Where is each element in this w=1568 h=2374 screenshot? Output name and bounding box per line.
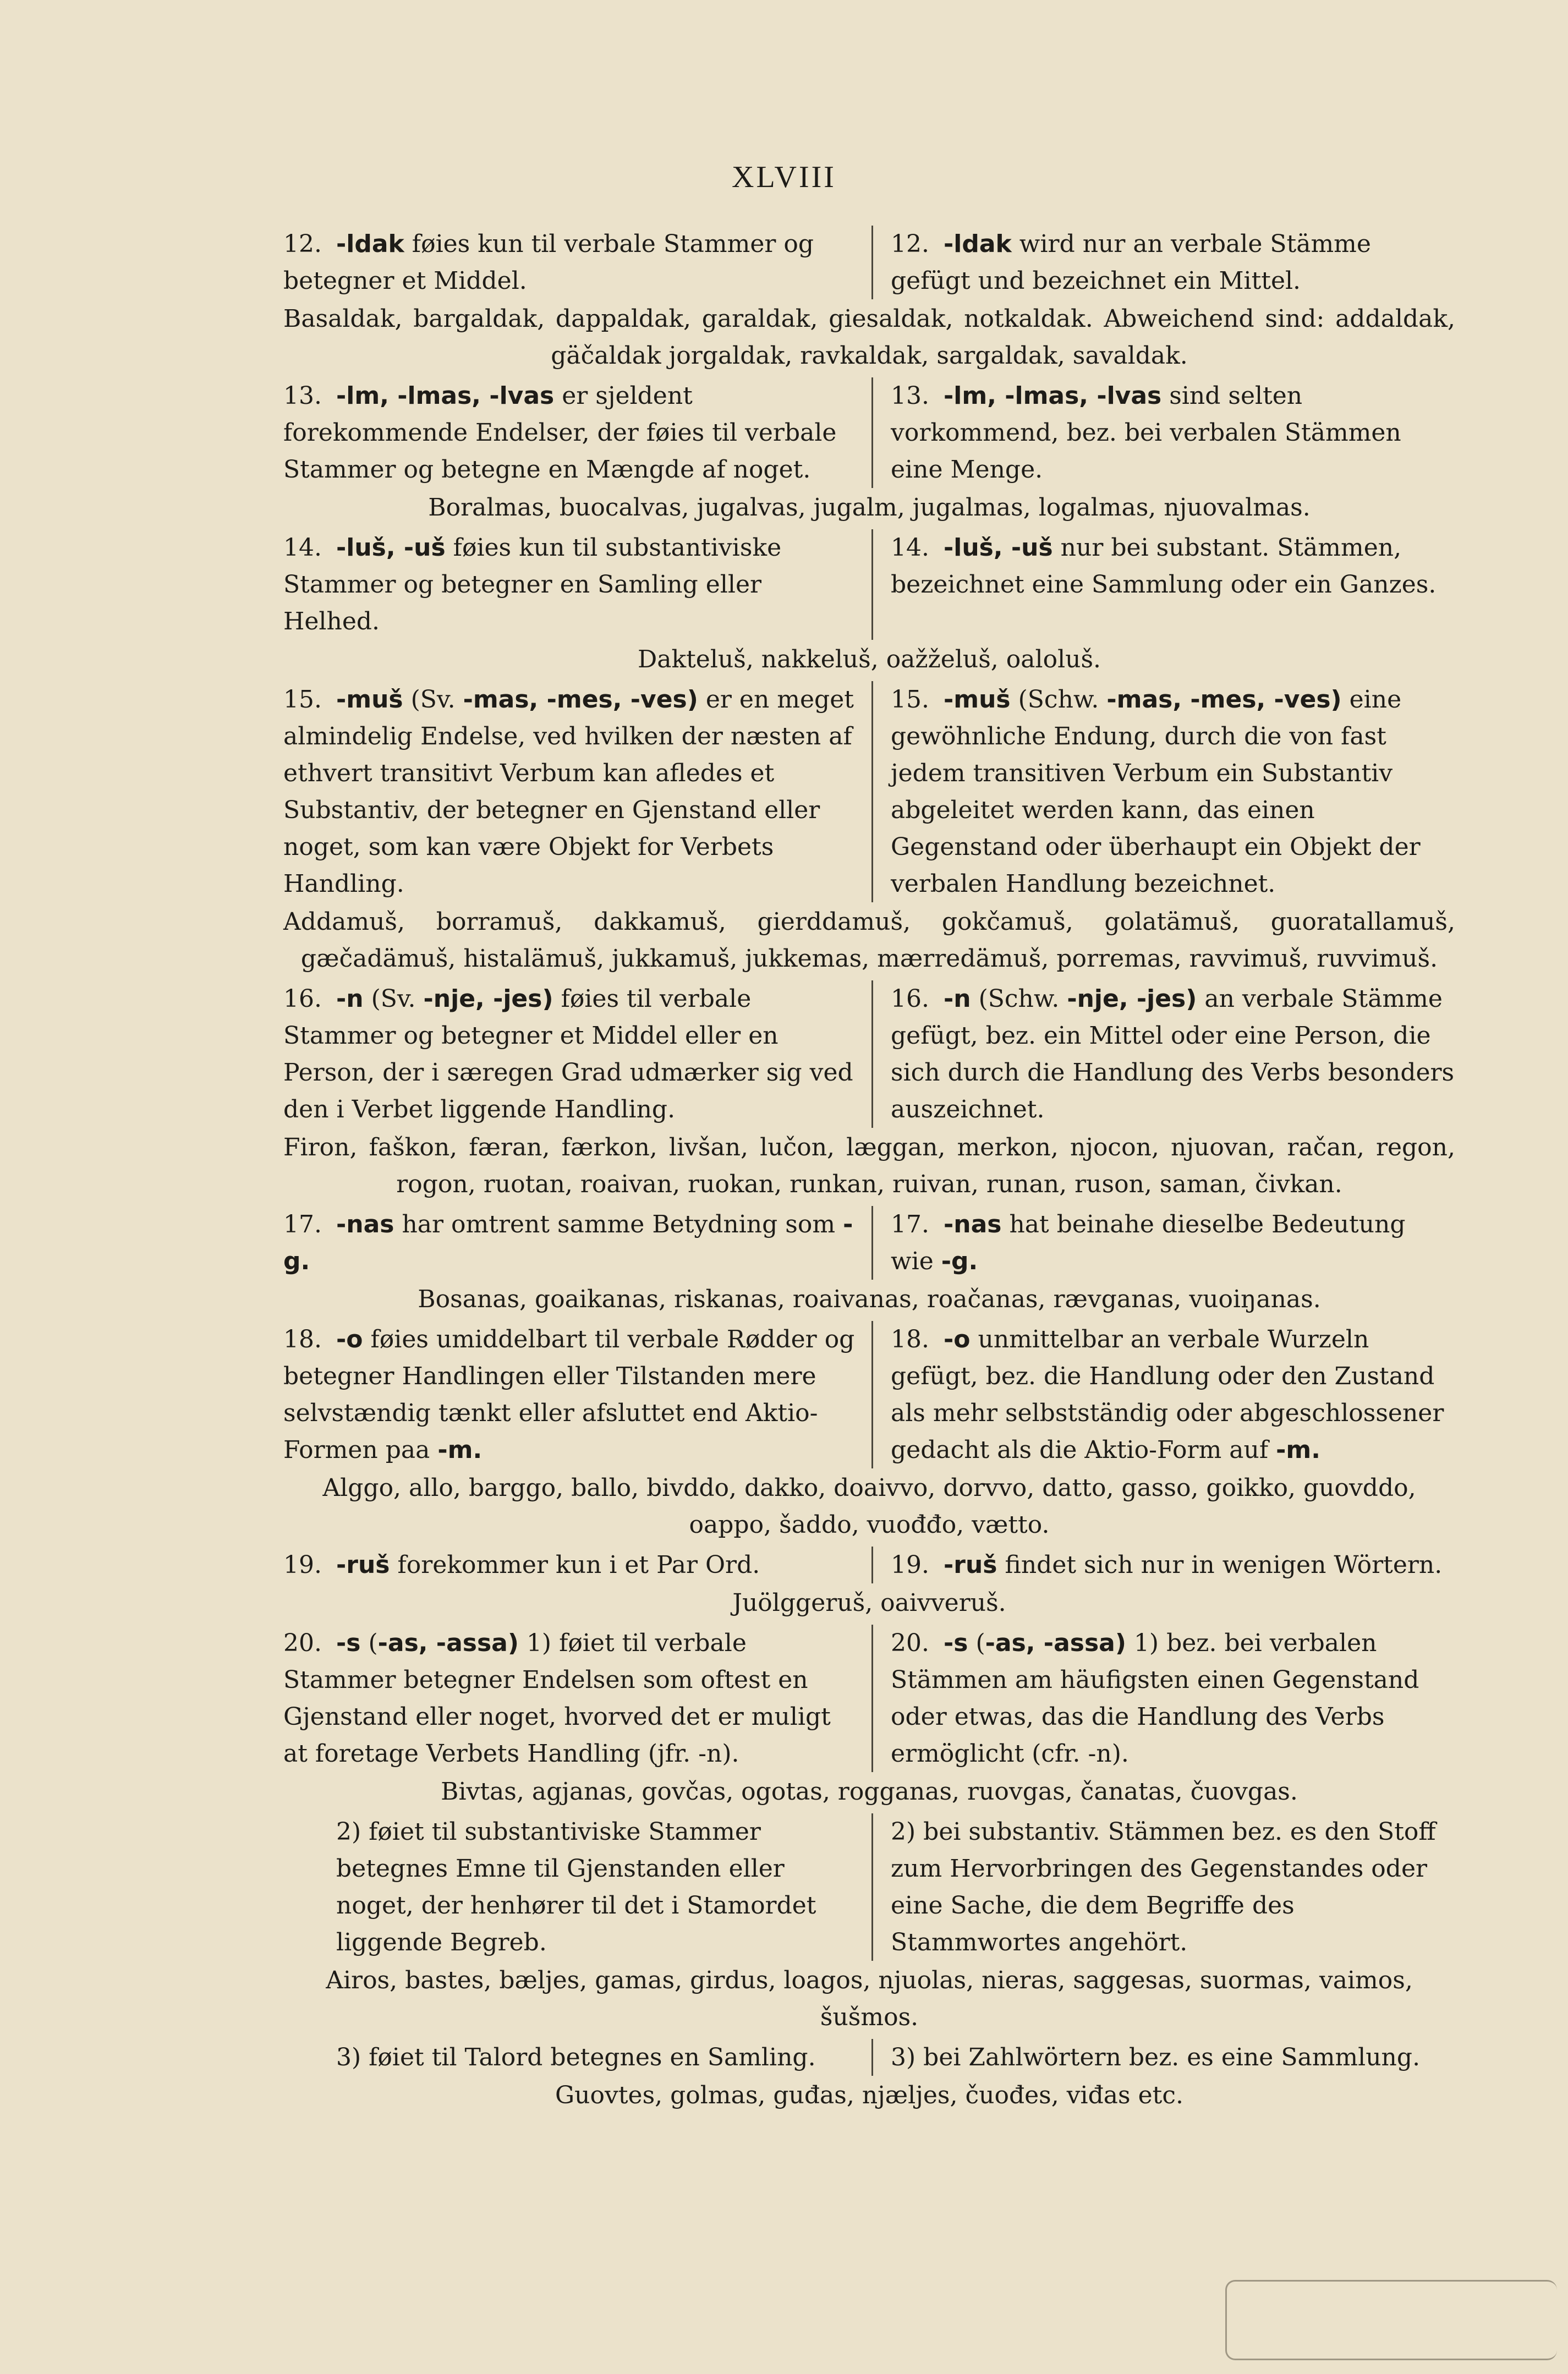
- suffix: -luš, -uš: [944, 534, 1053, 562]
- entry-17-norwegian: 17. -nas har omtrent samme Betydning som -g.: [283, 1206, 873, 1280]
- suffix: -ldak: [944, 230, 1012, 258]
- examples-19: Juölggeruš, oaivveruš.: [732, 1589, 1006, 1617]
- entry-20-norwegian: 20. -s (-as, -assa) 1) føiet til verbale Stammer betegner Endelsen som oftest en Gjenstand eller noget, hvorved det er muligt at foretage Verbets Handling (jfr. -n).: [283, 1625, 873, 1772]
- entry-18-norwegian: 18. -o føies umiddelbart til verbale Rødder og betegner Handlingen eller Tilstanden mere selvstændig tænkt eller afsluttet end Aktio-Formen paa -m.: [283, 1321, 873, 1468]
- entry-17: [283, 1206, 1455, 1280]
- page-corner-mark: [1225, 2280, 1557, 2360]
- suffix: -ruš: [336, 1551, 390, 1579]
- entry-18: [283, 1321, 1455, 1468]
- entry-12-norwegian: 12. -ldak føies kun til verbale Stammer og betegner et Middel.: [283, 226, 873, 299]
- entry-20-german: 20. -s (-as, -assa) 1) bez. bei verbalen Stämmen am häufigsten einen Gegenstand oder etwas, das die Handlung des Verbs ermöglicht (cfr. -n).: [891, 1629, 1419, 1768]
- suffix: -n: [944, 985, 971, 1013]
- suffix: -n: [336, 985, 364, 1013]
- entry-20-2: [283, 1813, 1455, 1961]
- examples-14: Dakteluš, nakkeluš, oažželuš, oaloluš.: [637, 645, 1101, 673]
- entry-20: [283, 1625, 1455, 1772]
- entry-14-norwegian: 14. -luš, -uš føies kun til substantiviske Stammer og betegner en Samling eller Helhed.: [283, 529, 873, 640]
- entry-16-german: 16. -n (Schw. -nje, -jes) an verbale Stämme gefügt, bez. ein Mittel oder eine Person, die sich durch die Handlung des Verbs besonders auszeichnet.: [891, 985, 1455, 1123]
- suffix: -ldak: [336, 230, 404, 258]
- entry-16: [283, 980, 1455, 1128]
- suffix: -ruš: [944, 1551, 997, 1579]
- suffix: -lm, -lmas, -lvas: [336, 382, 555, 410]
- bilingual-text: [283, 226, 1455, 2117]
- suffix: -s: [336, 1629, 361, 1657]
- entry-20-3-norwegian: 3) føiet til Talord betegnes en Samling.: [283, 2039, 873, 2076]
- entry-17-german: 17. -nas hat beinahe dieselbe Bedeutung wie -g.: [891, 1210, 1406, 1275]
- entry-14: [283, 529, 1455, 640]
- entry-19-german: 19. -ruš findet sich nur in wenigen Wörtern.: [891, 1551, 1443, 1579]
- entry-12: [283, 226, 1455, 299]
- entry-18-german: 18. -o unmittelbar an verbale Wurzeln gefügt, bez. die Handlung oder den Zustand als mehr selbstständig oder abgeschlossener gedacht als die Aktio-Form auf -m.: [891, 1325, 1444, 1464]
- entry-20-2-german: 2) bei substantiv. Stämmen bez. es den Stoff zum Hervorbringen des Gegenstandes oder eine Sache, die dem Begriffe des Stammwortes angehört.: [891, 1818, 1436, 1956]
- entry-15: [283, 681, 1455, 902]
- entry-19-norwegian: 19. -ruš forekommer kun i et Par Ord.: [283, 1547, 873, 1583]
- entry-20-2-norwegian: 2) føiet til substantiviske Stammer betegnes Emne til Gjenstanden eller noget, der henhører til det i Stamordet liggende Begreb.: [283, 1813, 873, 1961]
- suffix: -luš, -uš: [336, 534, 446, 562]
- entry-13-norwegian: 13. -lm, -lmas, -lvas er sjeldent forekommende Endelser, der føies til verbale Stammer og betegne en Mængde af noget.: [283, 377, 873, 488]
- entry-15-german: 15. -muš (Schw. -mas, -mes, -ves) eine gewöhnliche Endung, durch die von fast jedem transitiven Verbum ein Substantiv abgeleitet werden kann, das einen Gegenstand oder überhaupt ein Objekt der verbalen Handlung bezeichnet.: [891, 686, 1421, 898]
- entry-12-german: 12. -ldak wird nur an verbale Stämme gefügt und bezeichnet ein Mittel.: [891, 230, 1371, 295]
- entry-13: [283, 377, 1455, 488]
- examples-20-1: Bivtas, agjanas, govčas, ogotas, rogganas, ruovgas, čanatas, čuovgas.: [441, 1778, 1298, 1806]
- entry-15-norwegian: 15. -muš (Sv. -mas, -mes, -ves) er en meget almindelig Endelse, ved hvilken der næsten af ethvert transitivt Verbum kan afledes et Substantiv, der betegner en Gjenstand eller noget, som kan være Objekt for Verbets Handling.: [283, 681, 873, 902]
- entry-13-german: 13. -lm, -lmas, -lvas sind selten vorkommend, bez. bei verbalen Stämmen eine Menge.: [891, 382, 1401, 484]
- examples-18: Alggo, allo, barggo, ballo, bivddo, dakko, doaivvo, dorvvo, datto, gasso, goikko, guovddo, oappo, šaddo, vuođđo, vætto.: [322, 1474, 1416, 1539]
- examples-17: Bosanas, goaikanas, riskanas, roaivanas, roačanas, rævganas, vuoiŋanas.: [418, 1285, 1321, 1313]
- examples-16: Firon, faškon, færan, færkon, livšan, lučon, læggan, merkon, njocon, njuovan, račan, regon, rogon, ruotan, roaivan, ruokan, runkan, ruivan, runan, ruson, saman, čivkan.: [283, 1133, 1455, 1198]
- examples-12: Basaldak, bargaldak, dappaldak, garaldak, giesaldak, notkaldak. Abweichend sind: addaldak, gäčaldak jorgaldak, ravkaldak, sargaldak, savaldak.: [283, 305, 1455, 370]
- suffix: -o: [944, 1325, 971, 1353]
- suffix: -s: [944, 1629, 968, 1657]
- suffix: -nas: [336, 1210, 394, 1238]
- entry-20-3-german: 3) bei Zahlwörtern bez. es eine Sammlung.: [891, 2043, 1421, 2071]
- examples-13: Boralmas, buocalvas, jugalvas, jugalm, jugalmas, logalmas, njuovalmas.: [428, 494, 1311, 522]
- entry-16-norwegian: 16. -n (Sv. -nje, -jes) føies til verbale Stammer og betegner et Middel eller en Person, der i særegen Grad udmærker sig ved den i Verbet liggende Handling.: [283, 980, 873, 1128]
- entry-14-german: 14. -luš, -uš nur bei substant. Stämmen, bezeichnet eine Sammlung oder ein Ganzes.: [891, 534, 1437, 599]
- page-number: XLVIII: [732, 160, 836, 194]
- suffix: -lm, -lmas, -lvas: [944, 382, 1162, 410]
- suffix: -muš: [336, 686, 403, 714]
- suffix: -o: [336, 1325, 363, 1353]
- suffix: -nas: [944, 1210, 1002, 1238]
- entry-20-3: [283, 2039, 1455, 2076]
- examples-20-3: Guovtes, golmas, guđas, njæljes, čuođes, viđas etc.: [555, 2081, 1183, 2109]
- suffix: -muš: [944, 686, 1011, 714]
- examples-15: Addamuš, borramuš, dakkamuš, gierddamuš, gokčamuš, golatämuš, guoratallamuš, gæčadämuš, histalämuš, jukkamuš, jukkemas, mærredämuš, porremas, ravvimuš, ruvvimuš.: [283, 908, 1455, 973]
- examples-20-2: Airos, bastes, bæljes, gamas, girdus, loagos, njuolas, nieras, saggesas, suormas, vaimos, šušmos.: [326, 1966, 1413, 2031]
- entry-19: [283, 1547, 1455, 1583]
